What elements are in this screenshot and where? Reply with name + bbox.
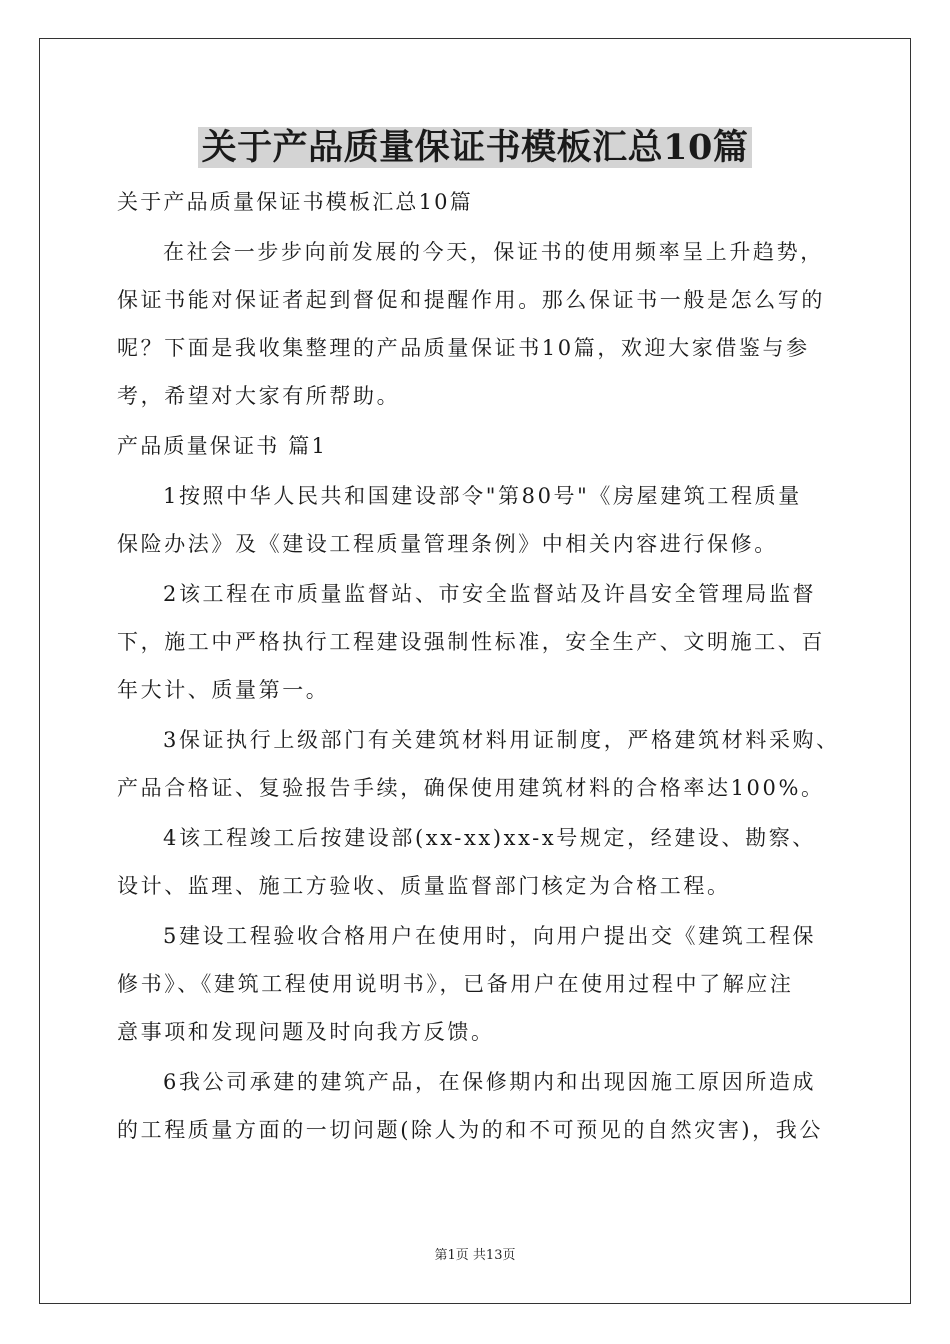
paragraph-line: 保证书能对保证者起到督促和提醒作用。那么保证书一般是怎么写的 <box>117 288 825 312</box>
paragraph-line: 5建设工程验收合格用户在使用时，向用户提出交《建筑工程保 <box>163 924 817 948</box>
paragraph-line: 年大计、质量第一。 <box>117 678 330 702</box>
document-title-text: 关于产品质量保证书模板汇总10篇 <box>198 127 753 168</box>
paragraph-line: 下，施工中严格执行工程建设强制性标准，安全生产、文明施工、百 <box>117 630 825 654</box>
paragraph-line: 在社会一步步向前发展的今天，保证书的使用频率呈上升趋势， <box>163 240 824 264</box>
paragraph-line: 的工程质量方面的一切问题(除人为的和不可预见的自然灾害)，我公 <box>117 1118 823 1142</box>
intro-paragraph <box>117 228 837 420</box>
paragraph-line: 6我公司承建的建筑产品，在保修期内和出现因施工原因所造成 <box>163 1070 817 1094</box>
item-paragraph-3 <box>117 716 840 812</box>
paragraph-line: 设计、监理、施工方验收、质量监督部门核定为合格工程。 <box>117 874 731 898</box>
item-paragraph-2 <box>117 570 837 714</box>
page-footer: 第1页 共13页 <box>434 1248 516 1263</box>
paragraph-line: 3保证执行上级部门有关建筑材料用证制度，严格建筑材料采购、 <box>163 728 840 752</box>
paragraph-line: 保险办法》及《建设工程质量管理条例》中相关内容进行保修。 <box>117 532 778 556</box>
item-paragraph-5 <box>117 912 837 1056</box>
item-paragraph-1 <box>117 472 837 568</box>
document-title <box>0 124 950 172</box>
item-paragraph-4 <box>117 814 837 910</box>
section-heading: 产品质量保证书 篇1 <box>117 434 328 458</box>
paragraph-line: 产品合格证、复验报告手续，确保使用建筑材料的合格率达100%。 <box>117 776 825 800</box>
paragraph-line: 考，希望对大家有所帮助。 <box>117 384 401 408</box>
paragraph-line: 意事项和发现问题及时向我方反馈。 <box>117 1020 495 1044</box>
document-subtitle: 关于产品质量保证书模板汇总10篇 <box>117 190 473 214</box>
paragraph-line: 修书》、《建筑工程使用说明书》，已备用户在使用过程中了解应注 <box>117 972 794 996</box>
item-paragraph-6 <box>117 1058 837 1154</box>
paragraph-line: 2该工程在市质量监督站、市安全监督站及许昌安全管理局监督 <box>163 582 817 606</box>
document-body <box>117 178 840 1156</box>
paragraph-line: 1按照中华人民共和国建设部令"第80号"《房屋建筑工程质量 <box>163 484 802 508</box>
paragraph-line: 呢？下面是我收集整理的产品质量保证书10篇，欢迎大家借鉴与参 <box>117 336 810 360</box>
paragraph-line: 4该工程竣工后按建设部(xx-xx)xx-x号规定，经建设、勘察、 <box>163 826 816 850</box>
